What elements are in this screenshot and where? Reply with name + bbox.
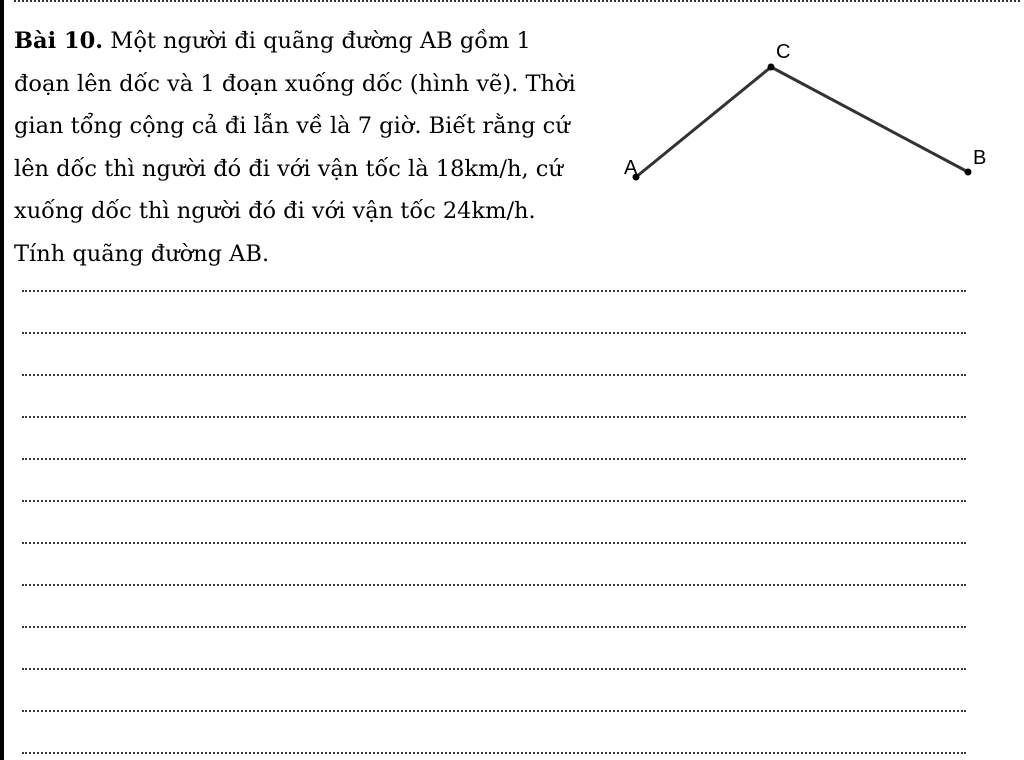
answer-line [22, 500, 966, 502]
point-b [965, 169, 972, 176]
label-a: A [624, 157, 638, 179]
slope-figure [0, 0, 1024, 260]
label-b: B [973, 147, 987, 169]
problem-label: Bài 10. [14, 28, 104, 54]
answer-line [22, 584, 966, 586]
segment-ac [636, 67, 771, 177]
problem-line-5: xuống dốc thì người đó đi với vận tốc 24km/h. [14, 198, 536, 224]
point-c [768, 64, 775, 71]
answer-line [22, 752, 966, 754]
segment-cb [771, 67, 968, 172]
answer-line [22, 542, 966, 544]
problem-line-3: gian tổng cộng cả đi lẫn về là 7 giờ. Biết rằng cứ [14, 113, 570, 139]
answer-area [22, 290, 966, 760]
label-c: C [776, 41, 791, 63]
answer-line [22, 668, 966, 670]
problem-text-1: Một người đi quãng đường AB gồm 1 [103, 28, 531, 54]
answer-line [22, 332, 966, 334]
problem-line-6: Tính quãng đường AB. [14, 240, 270, 267]
answer-line [22, 374, 966, 376]
answer-line [22, 626, 966, 628]
answer-line [22, 458, 966, 460]
problem-line-4: lên dốc thì người đó đi với vận tốc là 18km/h, cứ [14, 155, 563, 182]
problem-line-2: đoạn lên dốc và 1 đoạn xuống dốc (hình vẽ). Thời [14, 70, 576, 97]
answer-line [22, 416, 966, 418]
answer-line [22, 710, 966, 712]
answer-line [22, 290, 966, 292]
